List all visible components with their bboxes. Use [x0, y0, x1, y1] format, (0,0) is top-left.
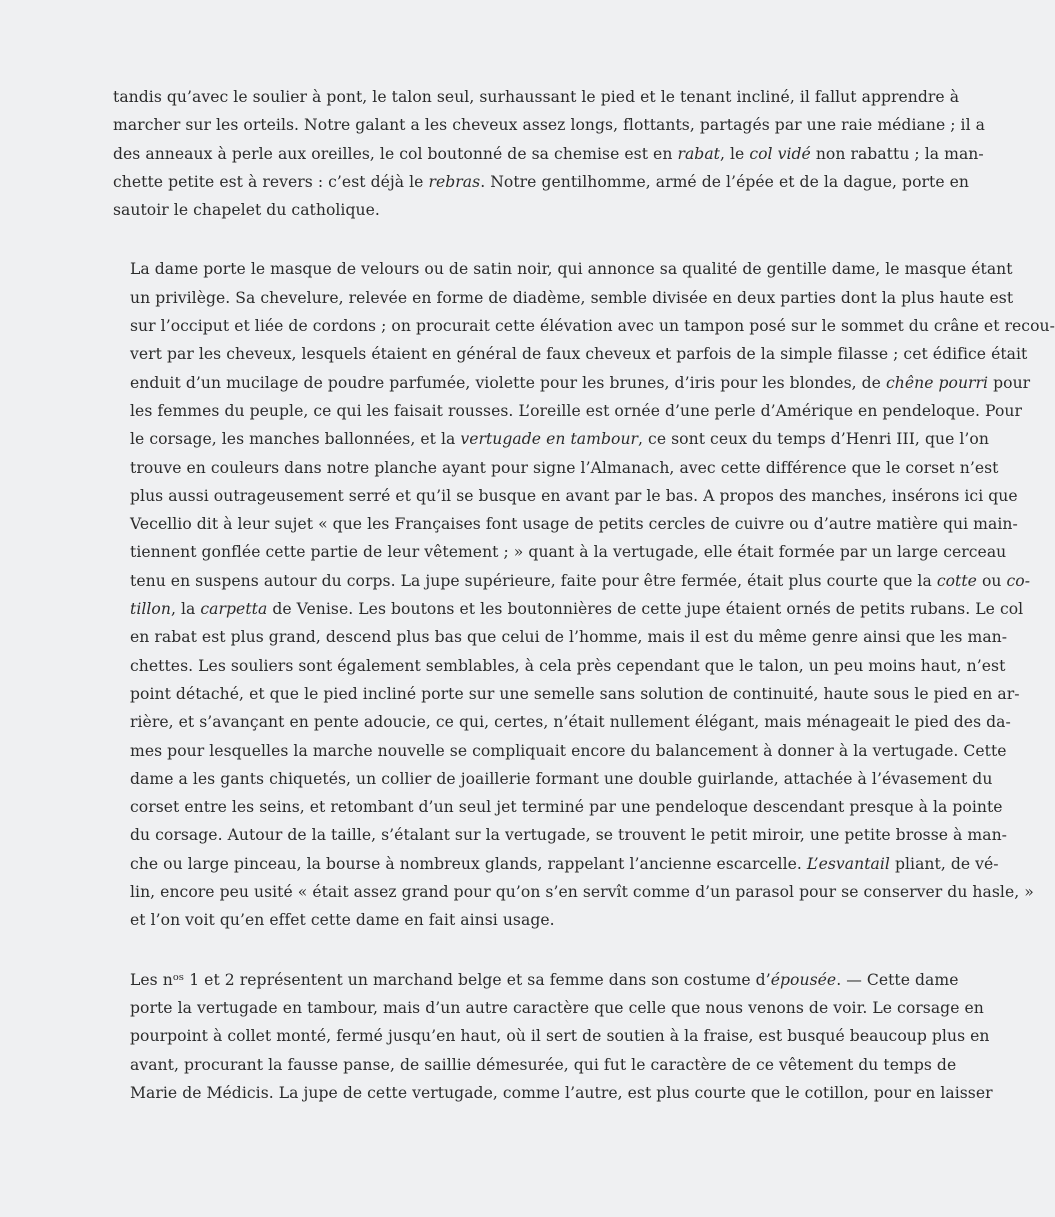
text-line: corset entre les seins, et retombant d’un seul jet terminé par une pendeloque descendant presque à la pointe	[130, 798, 1003, 817]
text-line: porte la vertugade en tambour, mais d’un autre caractère que celle que nous venons de voir. Le corsage en	[130, 998, 984, 1017]
italic-term: col vidé	[749, 144, 811, 163]
text-line: Marie de Médicis. La jupe de cette vertugade, comme l’autre, est plus courte que le cotillon, pour en laisser	[130, 1083, 993, 1102]
text-line: chettes. Les souliers sont également semblables, à cela près cependant que le talon, un peu moins haut, n’est	[130, 656, 1006, 675]
text-line: tenu en suspens autour du corps. La jupe supérieure, faite pour être fermée, était plus courte que la cotte ou co-	[130, 571, 1031, 590]
text-line: dame a les gants chiquetés, un collier de joaillerie formant une double guirlande, attachée à l’évasement du	[130, 769, 993, 788]
text-line: en rabat est plus grand, descend plus bas que celui de l’homme, mais il est du même genre ainsi que les man-	[130, 628, 1008, 647]
text-line: vert par les cheveux, lesquels étaient en général de faux cheveux et parfois de la simple filasse ; cet édifice était	[130, 345, 1028, 364]
italic-term: rabat	[677, 144, 720, 163]
text-line: le corsage, les manches ballonnées, et la vertugade en tambour, ce sont ceux du temps d’Henri III, que l’on	[130, 430, 989, 449]
text-line: Les nᵒˢ 1 et 2 représentent un marchand belge et sa femme dans son costume d’épousée. — Cette dame	[130, 970, 959, 989]
paragraph-gap	[113, 224, 890, 255]
paragraph-gentleman-costume	[113, 83, 985, 224]
text-line: sur l’occiput et liée de cordons ; on procurait cette élévation avec un tampon posé sur le sommet du crâne et recou-	[130, 317, 1055, 336]
text-line: les femmes du peuple, ce qui les faisait rousses. L’oreille est ornée d’une perle d’Amérique en pendeloque. Pour	[130, 401, 1022, 420]
italic-term: chêne pourri	[885, 373, 989, 392]
paragraph-belgian-merchant	[113, 966, 993, 1107]
text-line: rière, et s’avançant en pente adoucie, ce qui, certes, n’était nullement élégant, mais ménageait le pied des da-	[130, 713, 1011, 732]
paragraph-gap	[113, 935, 890, 966]
text-line: Vecellio dit à leur sujet « que les Françaises font usage de petits cercles de cuivre ou d’autre matière qui main-	[130, 515, 1018, 534]
italic-term: rebras	[428, 172, 481, 191]
text-line: plus aussi outrageusement serré et qu’il se busque en avant par le bas. A propos des manches, insérons ici que	[130, 486, 1018, 505]
text-line: lin, encore peu usité « était assez grand pour qu’on s’en servît comme d’un parasol pour se conserver du hasle, »	[130, 883, 1034, 902]
text-line: tiennent gonflée cette partie de leur vêtement ; » quant à la vertugade, elle était formée par un large cerceau	[130, 543, 1007, 562]
text-line: point détaché, et que le pied incliné porte sur une semelle sans solution de continuité, haute sous le pied en ar-	[130, 684, 1020, 703]
text-line: marcher sur les orteils. Notre galant a les cheveux assez longs, flottants, partagés par une raie médiane ; il a	[113, 116, 985, 135]
text-line: et l’on voit qu’en effet cette dame en fait ainsi usage.	[130, 911, 555, 930]
italic-term: cotte	[936, 571, 977, 590]
text-line: chette petite est à revers : c’est déjà le rebras. Notre gentilhomme, armé de l’épée et de la dague, porte en	[113, 172, 969, 191]
text-line: mes pour lesquelles la marche nouvelle se compliquait encore du balancement à donner à la vertugade. Cette	[130, 741, 1007, 760]
text-line: trouve en couleurs dans notre planche ayant pour signe l’Almanach, avec cette différence que le corset n’est	[130, 458, 999, 477]
text-line: enduit d’un mucilage de poudre parfumée, violette pour les brunes, d’iris pour les blondes, de chêne pourri pour	[130, 373, 1031, 392]
text-line: La dame porte le masque de velours ou de satin noir, qui annonce sa qualité de gentille dame, le masque étant	[130, 260, 1013, 279]
text-line: che ou large pinceau, la bourse à nombreux glands, rappelant l’ancienne escarcelle. L’esvantail pliant, de vé-	[130, 854, 999, 873]
text-line: sautoir le chapelet du catholique.	[113, 201, 380, 220]
italic-term: co-	[1006, 571, 1031, 590]
text-line: tandis qu’avec le soulier à pont, le talon seul, surhaussant le pied et le tenant incliné, il fallut apprendre à	[113, 88, 960, 106]
paragraph-lady-costume	[113, 255, 1055, 934]
italic-term: épousée	[770, 970, 837, 989]
italic-term: carpetta	[200, 600, 268, 619]
italic-term: L’esvantail	[806, 854, 890, 873]
text-line: des anneaux à perle aux oreilles, le col boutonné de sa chemise est en rabat, le col vidé non rabattu ; la man-	[113, 144, 984, 163]
text-line: avant, procurant la fausse panse, de saillie démesurée, qui fut le caractère de ce vêtement du temps de	[130, 1055, 957, 1074]
italic-term: tillon	[130, 600, 171, 619]
text-line: tillon, la carpetta de Venise. Les boutons et les boutonnières de cette jupe étaient ornés de petits rubans. Le col	[130, 600, 1024, 619]
italic-term: vertugade en tambour	[460, 430, 639, 449]
text-line: pourpoint à collet monté, fermé jusqu’en haut, où il sert de soutien à la fraise, est busqué beaucoup plus en	[130, 1027, 990, 1046]
text-line: du corsage. Autour de la taille, s’étalant sur la vertugade, se trouvent le petit miroir, une petite brosse à man-	[130, 826, 1007, 845]
text-line: un privilège. Sa chevelure, relevée en forme de diadème, semble divisée en deux parties dont la plus haute est	[130, 288, 1014, 307]
